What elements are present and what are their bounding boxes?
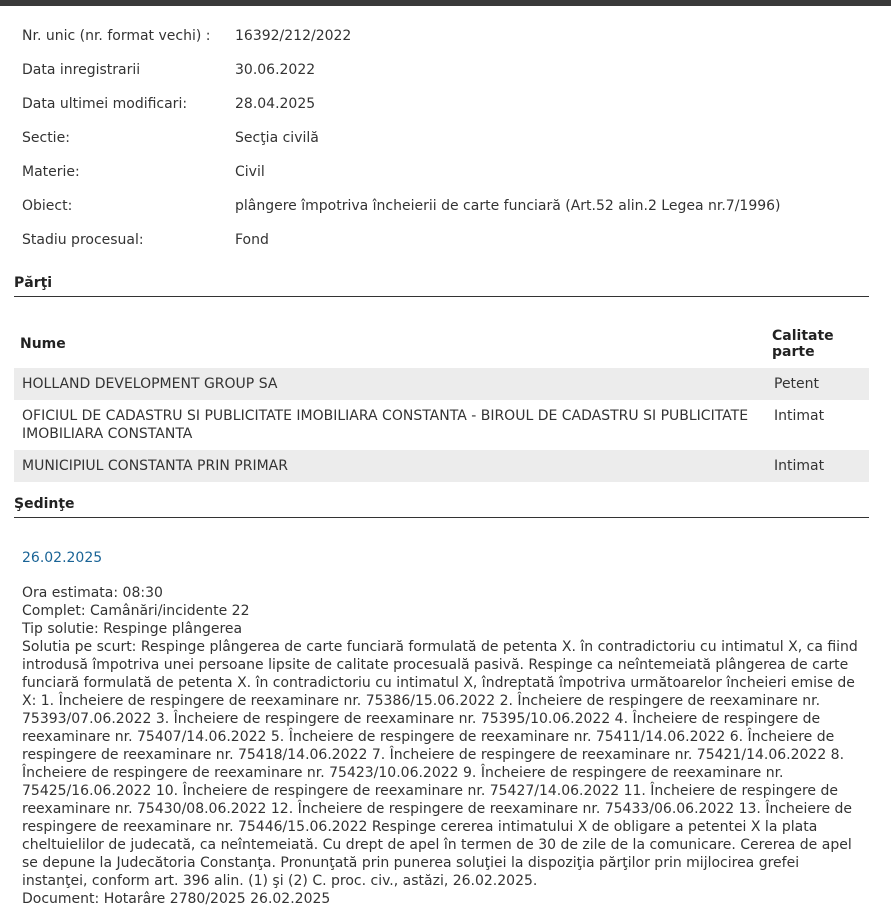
party-name: HOLLAND DEVELOPMENT GROUP SA [14, 368, 766, 400]
hearing-date: 26.02.2025 [22, 550, 103, 566]
matter-value: Civil [235, 164, 265, 180]
object-label: Obiect: [22, 198, 73, 214]
parties-table [14, 322, 869, 482]
last-modified-value: 28.04.2025 [235, 96, 316, 112]
registration-date-label: Data inregistrarii [22, 62, 141, 78]
solution-summary: Solutia pe scurt: Respinge plângerea de carte funciară formulată de petenta X. în contradictoriu cu intimatul X, ca fiind introdusă împotriva unei persoane lipsite de calitate procesuală pasivă. Respinge ca neîntemeiată plângerea de carte funciară formulată de petenta X. în contradictoriu cu intimatul X, îndreptată împotriva următoarelor încheieri emise de X: 1. Încheiere de respingere de reexaminare nr. 75386/15.06.2022 2. Încheiere de respingere de reexaminare nr. 75393/07.06.2022 3. Încheiere de respingere de reexaminare nr. 75395/10.06.2022 4. Încheiere de respingere de reexaminare nr. 75407/14.06.2022 5. Încheiere de respingere de reexaminare nr. 75411/14.06.2022 6. Încheiere de respingere de reexaminare nr. 75418/14.06.2022 7. Încheiere de respingere de reexaminare nr. 75421/14.06.2022 8. Încheiere de respingere de reexaminare nr. 75423/10.06.2022 9. Încheiere de respingere de reexaminare nr. 75425/16.06.2022 10. Încheiere de respingere de reexaminare nr. 75427/14.06.2022 11. Încheiere de respingere de reexaminare nr. 75430/08.06.2022 12. Încheiere de respingere de reexaminare nr. 75433/06.06.2022 13. Încheiere de respingere de reexaminare nr. 75446/15.06.2022 Respinge cererea intimatului X de obligare a petentei X la plata cheltuielilor de judecată, ca neîntemeiată. Cu drept de apel în termen de 30 de zile de la comunicare. Cererea de apel se depune la Judecătoria Constanţa. Pronunţată prin punerea soluţiei la dispoziţia părţilor prin mijlocirea grefei instanţei, conform art. 396 alin. (1) şi (2) C. proc. civ., astăzi, 26.02.2025. [22, 639, 858, 889]
hearings-heading: Şedinţe [14, 496, 869, 518]
section-value: Secţia civilă [235, 130, 319, 146]
procedural-stage-label: Stadiu procesual: [22, 232, 144, 248]
matter-label: Materie: [22, 164, 80, 180]
party-name: MUNICIPIUL CONSTANTA PRIN PRIMAR [14, 450, 766, 482]
party-name: OFICIUL DE CADASTRU SI PUBLICITATE IMOBILIARA CONSTANTA - BIROUL DE CADASTRU SI PUBLICITATE IMOBILIARA CONSTANTA [22, 408, 749, 442]
table-row [14, 368, 869, 400]
parties-header-row [14, 322, 869, 368]
table-row [14, 450, 869, 482]
party-role: Petent [766, 368, 869, 400]
top-bar [0, 0, 891, 6]
registration-date-value: 30.06.2022 [235, 62, 316, 78]
hearing-entry [22, 548, 867, 908]
party-role: Intimat [766, 450, 869, 482]
court-panel: Complet: Camânări/incidente 22 [22, 603, 250, 619]
name-column-header: Nume [20, 336, 66, 352]
last-modified-label: Data ultimei modificari: [22, 96, 188, 112]
procedural-stage-value: Fond [235, 232, 269, 248]
table-row [14, 400, 869, 450]
case-number-value: 16392/212/2022 [235, 28, 352, 44]
case-number-label: Nr. unic (nr. format vechi) : [22, 28, 211, 44]
object-value: plângere împotriva încheierii de carte funciară (Art.52 alin.2 Legea nr.7/1996) [235, 198, 781, 214]
hearing-details [22, 584, 867, 908]
party-role: Intimat [774, 408, 825, 424]
section-label: Sectie: [22, 130, 70, 146]
estimated-time: Ora estimata: 08:30 [22, 585, 163, 601]
parties-heading: Părţi [14, 275, 869, 297]
solution-type: Tip solutie: Respinge plângerea [22, 621, 243, 637]
role-column-header: Calitate parte [772, 328, 834, 360]
document-reference: Document: Hotarâre 2780/2025 26.02.2025 [22, 891, 331, 907]
